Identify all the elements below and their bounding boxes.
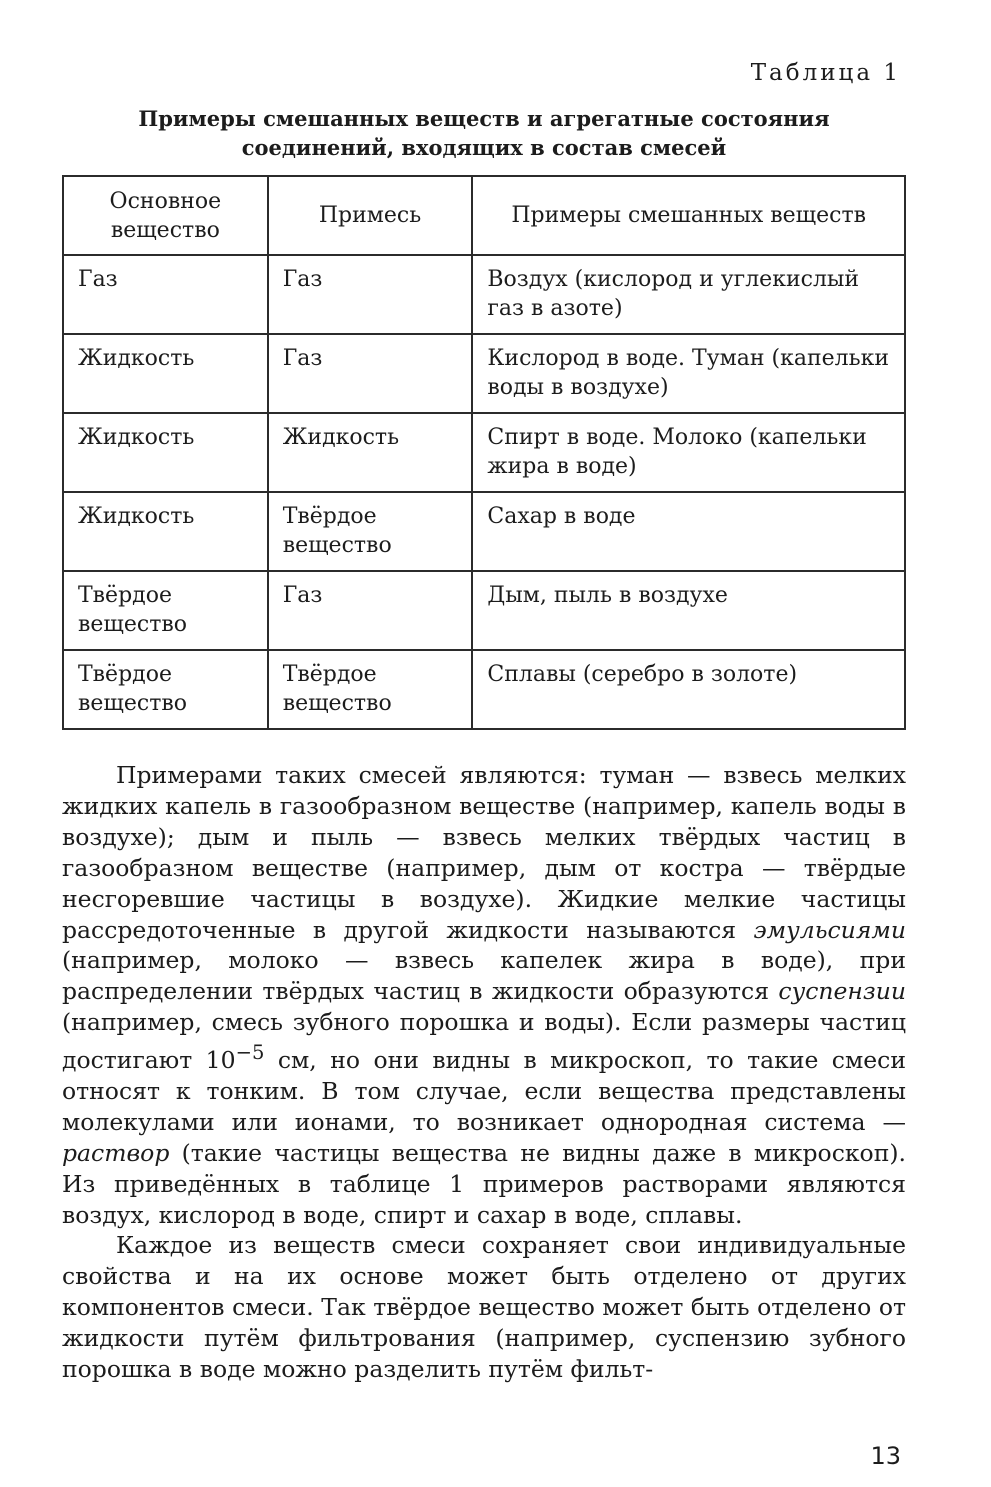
term-suspensions: суспензии bbox=[778, 977, 906, 1006]
table-row bbox=[63, 650, 905, 729]
header-examples: Примеры смешанных веществ bbox=[472, 176, 905, 255]
table-row bbox=[63, 255, 905, 334]
cell-example: Сплавы (серебро в золоте) bbox=[472, 650, 905, 729]
cell-main-substance: Твёрдое вещество bbox=[63, 571, 268, 650]
cell-main-substance: Жидкость bbox=[63, 413, 268, 492]
header-impurity: Примесь bbox=[268, 176, 473, 255]
cell-impurity: Газ bbox=[268, 334, 473, 413]
cell-impurity: Газ bbox=[268, 571, 473, 650]
cell-impurity: Газ bbox=[268, 255, 473, 334]
cell-example: Спирт в воде. Молоко (капельки жира в воде) bbox=[472, 413, 905, 492]
paragraph-mixtures: Примерами таких смесей являются: туман — взвесь мелких жидких капель в газообразном веществе (например, капель воды в воздухе); дым и пыль — взвесь мелких твёрдых частиц в газообразном веществе (например, дым от костра — твёрдые несгоревшие частицы в воздухе). Жидкие мелкие частицы рассредоточенные в другой жидкости называются эмульсиями (например, молоко — взвесь капелек жира в воде), при распределении твёрдых частиц в жидкости образуются суспензии (например, смесь зубного порошка и воды). Если размеры частиц достигают $10^{-5}$ см, но они видны в микроскоп, то такие смеси относят к тонким. В том случае, если вещества представлены молекулами или ионами, то возникает однородная система — раствор (такие частицы вещества не видны даже в микроскоп). Из приведённых в таблице 1 примеров растворами являются воздух, кислород в воде, спирт и сахар в воде, сплавы. bbox=[62, 761, 906, 1229]
cell-example: Кислород в воде. Туман (капельки воды в воздухе) bbox=[472, 334, 905, 413]
cell-main-substance: Жидкость bbox=[63, 492, 268, 571]
cell-example: Дым, пыль в воздухе bbox=[472, 571, 905, 650]
table-row bbox=[63, 492, 905, 571]
paragraph-separation: Каждое из веществ смеси сохраняет свои индивидуальные свойства и на их основе может быть отделено от других компонентов смеси. Так твёрдое вещество может быть отделено от жидкости путём фильтрования (например, суспензию зубного порошка в воде можно разделить путём фильт- bbox=[62, 1231, 906, 1384]
exponent: −5 bbox=[235, 1041, 265, 1065]
table-header-row bbox=[63, 176, 905, 255]
cell-example: Сахар в воде bbox=[472, 492, 905, 571]
table-label: Таблица 1 bbox=[750, 60, 901, 86]
body-text bbox=[62, 760, 906, 1385]
cell-impurity: Жидкость bbox=[268, 413, 473, 492]
table-title: Примеры смешанных веществ и агрегатные состояния соединений, входящих в состав смесей bbox=[138, 106, 830, 160]
table-row bbox=[63, 334, 905, 413]
cell-impurity: Твёрдое вещество bbox=[268, 492, 473, 571]
mixtures-table bbox=[62, 175, 906, 730]
cell-main-substance: Газ bbox=[63, 255, 268, 334]
cell-main-substance: Жидкость bbox=[63, 334, 268, 413]
cell-example: Воздух (кислород и углекислый газ в азоте) bbox=[472, 255, 905, 334]
header-main-substance: Основное вещество bbox=[63, 176, 268, 255]
page-number: 13 bbox=[870, 1442, 901, 1470]
cell-main-substance: Твёрдое вещество bbox=[63, 650, 268, 729]
term-emulsions: эмульсиями bbox=[753, 915, 906, 944]
table-row bbox=[63, 571, 905, 650]
cell-impurity: Твёрдое вещество bbox=[268, 650, 473, 729]
term-solution: раствор bbox=[62, 1138, 170, 1167]
table-row bbox=[63, 413, 905, 492]
